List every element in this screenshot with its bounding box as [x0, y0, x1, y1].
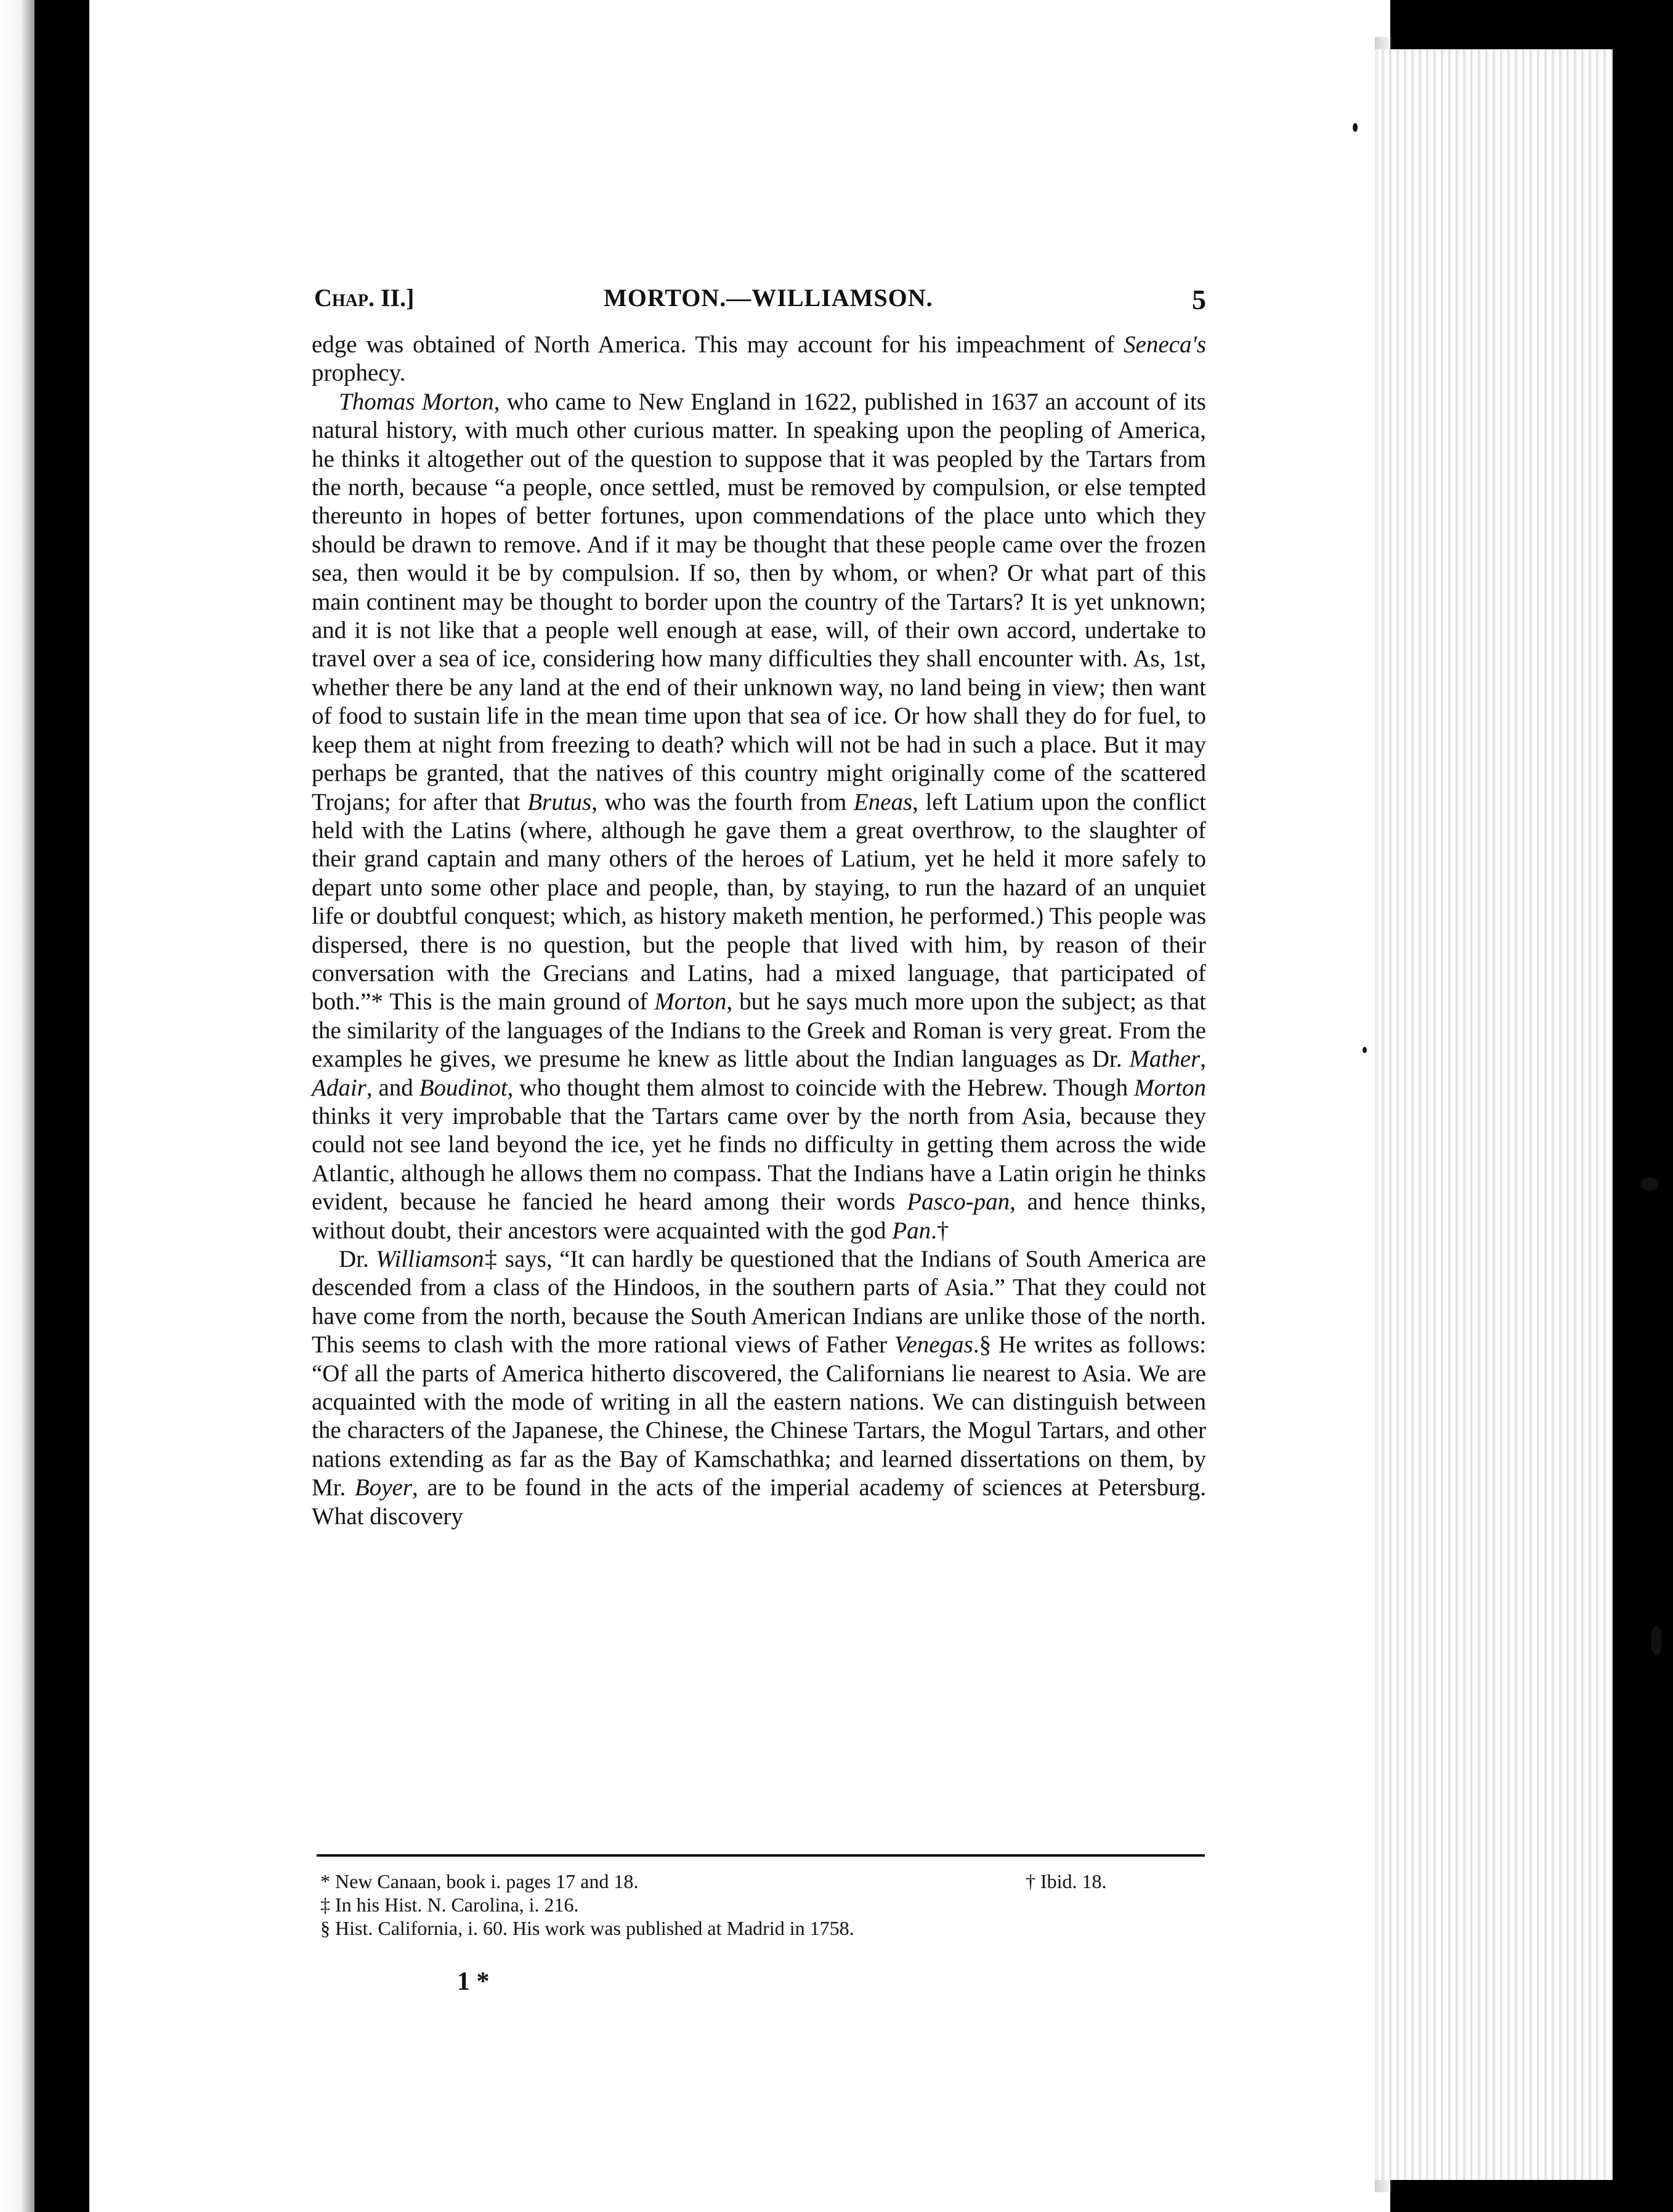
italic-text: Pan — [892, 1217, 931, 1244]
text-run: ‡ says, “It can hardly be questioned that the Indians of South America are descended from a class of the Hindoos, in the southern parts of Asia.” That they could not have come from the north, because the South American Indians are unlike those of the north. This seems to clash with the more rational views of Father — [312, 1246, 1206, 1358]
text-run: .† — [931, 1217, 949, 1244]
signature-mark: 1 * — [457, 1968, 490, 1996]
scan-speck — [1353, 123, 1358, 132]
text-run: , — [1200, 1046, 1206, 1073]
page-stack-edges — [1375, 49, 1613, 2180]
scan-speck — [1363, 1047, 1367, 1053]
text-run: Dr. — [339, 1246, 376, 1272]
paragraph-morton — [312, 388, 1206, 1245]
italic-text: Boudinot — [419, 1074, 508, 1101]
italic-text: Pasco-pan — [907, 1189, 1010, 1216]
facing-page-edge — [0, 0, 34, 2212]
italic-text: Morton — [654, 988, 727, 1015]
footnote-williamson: ‡ In his Hist. N. Carolina, i. 216. — [320, 1894, 579, 1916]
text-run: , are to be found in the acts of the imperial academy of sciences at Petersburg. What discovery — [312, 1474, 1206, 1530]
footnotes — [320, 1870, 1207, 1940]
footnote-row — [320, 1870, 1207, 1893]
scan-speck — [1651, 1626, 1662, 1655]
italic-text: Seneca's — [1124, 331, 1206, 358]
chapter-label: Chap. II.] — [314, 284, 415, 312]
text-run: , and hence thinks, without doubt, their ancestors were acquainted with the god — [312, 1189, 1206, 1244]
italic-text: Williamson — [376, 1246, 484, 1272]
italic-text: Thomas Morton — [339, 388, 494, 415]
paragraph-williamson — [312, 1245, 1206, 1531]
scan-speck — [1641, 1177, 1658, 1191]
italic-text: Brutus — [527, 788, 592, 815]
footnote-row — [320, 1893, 1207, 1916]
footnote-new-canaan: * New Canaan, book i. pages 17 and 18. — [320, 1870, 639, 1892]
italic-text: Boyer — [354, 1474, 413, 1501]
italic-text: Adair — [312, 1074, 367, 1101]
text-run: .§ He writes as follows: “Of all the parts of America hitherto discovered, the Californians lie nearest to Asia. We are acquainted with the mode of writing in all the eastern nations. We can distinguish between the characters of the Japanese, the Chinese, the Chinese Tartars, the Mogul Tartars, and other nations extending as far as the Bay of Kamschathka; and learned dissertations on them, by Mr. — [312, 1331, 1207, 1501]
text-run: , who came to New England in 1622, published in 1637 an account of its natural history, with much other curious matter. In speaking upon the peopling of America, he thinks it altogether out of the question to suppose that it was peopled by the Tartars from the north, because “a people, once settled, must be removed by compulsion, or else tempted thereunto in hopes of better fortunes, upon commendations of the place unto which they should be drawn to remove. And if it may be thought that these people came over the frozen sea, then would it be by compulsion. If so, then by whom, or when? Or what part of this main continent may be thought to border upon the country of the Tartars? It is yet unknown; and it is not like that a people well enough at ease, will, of their own accord, undertake to travel over a sea of ice, considering how many difficulties they shall encounter with. As, 1st, whether there be any land at the end of their unknown way, no land being in view; then want of food to sustain life in the mean time upon that sea of ice. Or how shall they do for fuel, to keep them at night from freezing to death? which will not be had in such a place. But it may perhaps be granted, that the natives of this country might originally come of the scattered Trojans; for after that — [312, 388, 1206, 815]
body-text — [312, 331, 1206, 1531]
italic-text: Morton — [1134, 1074, 1207, 1101]
text-run: , but he says much more upon the subject; as that the similarity of the languages of the Indians to the Greek and Roman is very great. From the examples he gives, we presume he knew as little about the Indian languages as Dr. — [312, 988, 1206, 1073]
italic-text: Mather — [1129, 1046, 1201, 1073]
text-run: prophecy. — [312, 360, 406, 387]
italic-text: Venegas — [894, 1331, 973, 1358]
page-title: MORTON.—WILLIAMSON. — [604, 284, 933, 312]
text-run: thinks it very improbable that the Tartars came over by the north from Asia, because they could not see land beyond the ice, yet he finds no difficulty in getting them across the wide Atlantic, although he allows them no compass. That the Indians have a Latin origin he thinks evident, because he fancied he heard among their words — [312, 1102, 1206, 1216]
text-run: , and — [366, 1074, 419, 1101]
footnote-venegas: § Hist. California, i. 60. His work was published at Madrid in 1758. — [320, 1917, 854, 1939]
text-run: , left Latium upon the conflict held with the Latins (where, although he gave them a great overthrow, to the slaughter of their grand captain and many others of the heroes of Latium, yet he held it more safely to depart unto some other place and people, than, by staying, to run the hazard of an unquiet life or doubtful conquest; which, as history maketh mention, he performed.) This people was dispersed, there is no question, but the people that lived with him, by reason of their conversation with the Grecians and Latins, had a mixed language, that participated of both.”* This is the main ground of — [312, 788, 1206, 1015]
running-head — [314, 283, 1206, 320]
text-run: , who thought them almost to coincide with the Hebrew. Though — [507, 1074, 1135, 1101]
italic-text: Eneas — [853, 788, 913, 815]
footnote-ibid: † Ibid. 18. — [1026, 1870, 1107, 1892]
paragraph-continued — [312, 331, 1206, 388]
text-run: edge was obtained of North America. This may account for his impeachment of — [312, 331, 1124, 358]
text-run: , who was the fourth from — [591, 788, 854, 815]
page-number: 5 — [1192, 284, 1206, 315]
footnote-rule — [317, 1854, 1205, 1857]
footnote-row — [320, 1916, 1207, 1940]
